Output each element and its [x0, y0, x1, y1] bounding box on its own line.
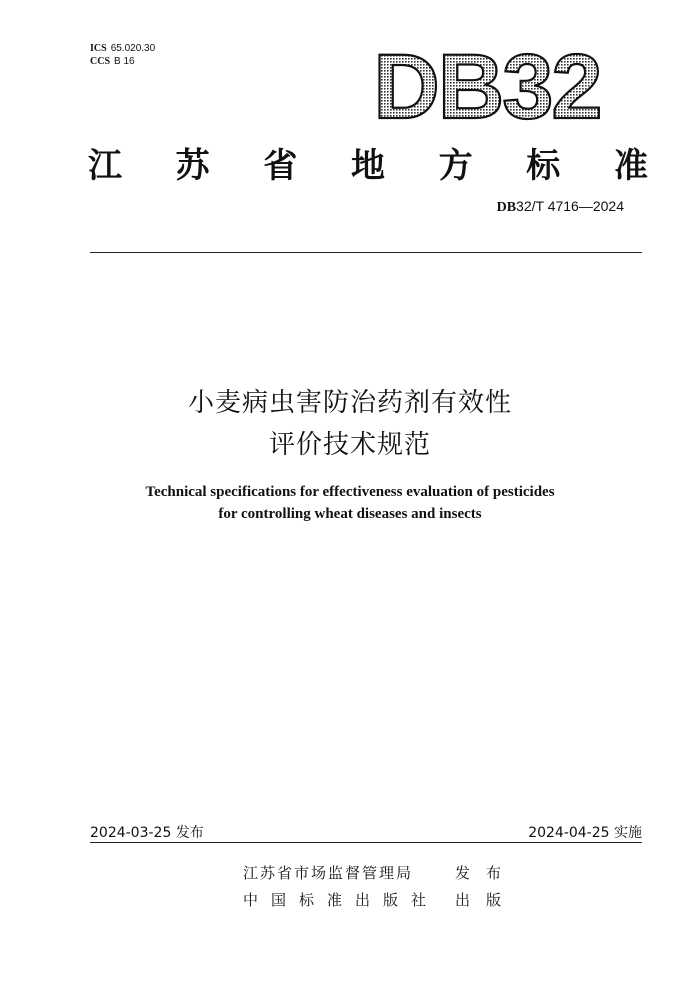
- classification-codes: [90, 42, 155, 68]
- chinese-title-line-1: 小麦病虫害防治药剂有效性: [187, 388, 512, 418]
- standard-number-prefix: DB: [496, 200, 517, 215]
- publisher-org: 中国标准出版社: [243, 891, 440, 909]
- standard-type-title-char: 标: [526, 146, 561, 186]
- ics-line: [90, 42, 155, 55]
- standard-type-title-char: 苏: [175, 146, 210, 186]
- implementation-date: 2024-04-25 实施: [528, 825, 642, 841]
- header-divider: [90, 252, 642, 253]
- standard-number-rest: 32/T 4716—2024: [516, 198, 624, 214]
- standard-number: [497, 198, 624, 216]
- ccs-line: [90, 55, 155, 68]
- english-title-line-2: for controlling wheat diseases and insects: [218, 506, 482, 522]
- standard-type-title-char: 准: [613, 146, 648, 186]
- ccs-label: CCS: [90, 56, 111, 67]
- ccs-code: B 16: [114, 56, 135, 67]
- chinese-title-line-2: 评价技术规范: [268, 430, 431, 460]
- db32-logo: [372, 40, 602, 128]
- english-title-line-1: Technical specifications for effectiveness evaluation of pesticides: [145, 484, 555, 500]
- standard-type-title-char: 江: [88, 146, 122, 186]
- publisher-action: 发布: [455, 864, 518, 882]
- standard-type-title-char: 地: [350, 146, 385, 186]
- footer-divider: [90, 842, 642, 843]
- standard-type-title-char: 方: [438, 146, 473, 186]
- publisher-org: 江苏省市场监督管理局: [243, 864, 414, 882]
- ics-code: 65.020.30: [110, 43, 156, 54]
- publisher-action: 出版: [455, 891, 518, 909]
- publisher-row: [243, 889, 517, 910]
- ics-label: ICS: [90, 43, 107, 54]
- standard-type-title-char: 省: [263, 146, 298, 186]
- svg-text:DB32: DB32: [373, 40, 601, 128]
- issue-date: 2024-03-25 发布: [90, 825, 204, 841]
- publisher-row: [243, 862, 517, 883]
- standard-type-title: [88, 138, 648, 187]
